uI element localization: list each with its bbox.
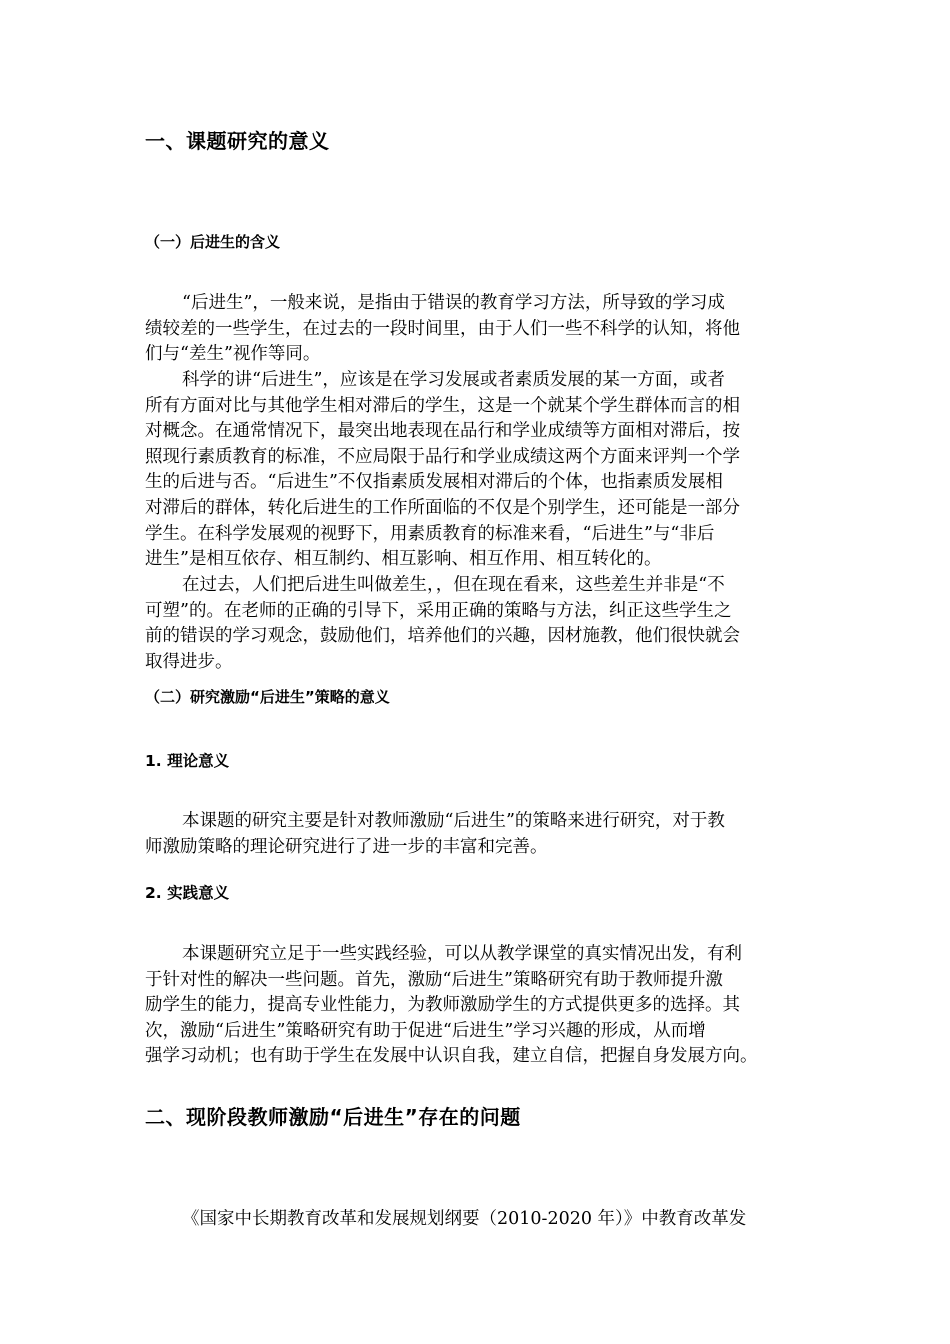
text-line: 于针对性的解决一些问题。首先，激励“后进生”策略研究有助于教师提升激 bbox=[145, 969, 723, 990]
section-2-heading: 二、现阶段教师激励“后进生”存在的问题 bbox=[145, 1105, 521, 1129]
text-line: 可塑”的。在老师的正确的引导下，采用正确的策略与方法，纠正这些学生之 bbox=[145, 600, 732, 621]
text-line: 们与“差生”视作等同。 bbox=[145, 344, 321, 365]
paragraph-past-view bbox=[145, 573, 805, 675]
subsection-1-heading: （一）后进生的含义 bbox=[145, 233, 281, 251]
text-line: 前的错误的学习观念，鼓励他们，培养他们的兴趣，因材施教，他们很快就会 bbox=[145, 626, 740, 647]
text-line: 强学习动机；也有助于学生在发展中认识自我，建立自信，把握自身发展方向。 bbox=[145, 1046, 758, 1067]
text-line: “后进生”，一般来说，是指由于错误的教育学习方法，所导致的学习成 bbox=[182, 293, 725, 313]
text-line: 师激励策略的理论研究进行了进一步的丰富和完善。 bbox=[145, 836, 548, 857]
text-line: 绩较差的一些学生，在过去的一段时间里，由于人们一些不科学的认知，将他 bbox=[145, 318, 740, 339]
text-line: 生的后进与否。“后进生”不仅指素质发展相对滞后的个体，也指素质发展相 bbox=[145, 472, 723, 493]
text-line: 对滞后的群体，转化后进生的工作所面临的不仅是个别学生，还可能是一部分 bbox=[145, 497, 740, 518]
text-line: 进生”是相互依存、相互制约、相互影响、相互作用、相互转化的。 bbox=[145, 549, 662, 570]
practice-significance-heading: 2. 实践意义 bbox=[145, 884, 230, 902]
subsection-2-heading: （二）研究激励“后进生”策略的意义 bbox=[145, 688, 390, 706]
text-line: 次，激励“后进生”策略研究有助于促进“后进生”学习兴趣的形成，从而增 bbox=[145, 1020, 706, 1041]
paragraph-practice-significance bbox=[145, 942, 805, 1070]
text-line: 取得进步。 bbox=[145, 651, 233, 672]
paragraph-definition bbox=[145, 291, 805, 368]
section-1-heading: 一、课题研究的意义 bbox=[145, 129, 330, 153]
paragraph-section-2-intro bbox=[145, 1207, 805, 1233]
text-line: 照现行素质教育的标准，不应局限于品行和学业成绩这两个方面来评判一个学 bbox=[145, 446, 740, 467]
text-line: 科学的讲“后进生”，应该是在学习发展或者素质发展的某一方面，或者 bbox=[182, 370, 725, 390]
text-line: 本课题的研究主要是针对教师激励“后进生”的策略来进行研究，对于教 bbox=[182, 811, 725, 831]
text-line: 所有方面对比与其他学生相对滞后的学生，这是一个就某个学生群体而言的相 bbox=[145, 395, 740, 416]
text-line: 本课题研究立足于一些实践经验，可以从教学课堂的真实情况出发，有利 bbox=[182, 944, 742, 964]
text-line: 学生。在科学发展观的视野下，用素质教育的标准来看，“后进生”与“非后 bbox=[145, 523, 715, 544]
paragraph-theory-significance bbox=[145, 809, 805, 860]
text-line: 对概念。在通常情况下，最突出地表现在品行和学业成绩等方面相对滞后，按 bbox=[145, 421, 740, 442]
paragraph-scientific-definition bbox=[145, 368, 805, 573]
text-line: 《国家中长期教育改革和发展规划纲要（2010-2020 年）》中教育改革发 bbox=[182, 1209, 747, 1229]
text-line: 在过去，人们把后进生叫做差生，，但在现在看来，这些差生并非是“不 bbox=[182, 575, 725, 595]
theory-significance-heading: 1. 理论意义 bbox=[145, 752, 230, 770]
text-line: 励学生的能力，提高专业性能力，为教师激励学生的方式提供更多的选择。其 bbox=[145, 995, 740, 1016]
